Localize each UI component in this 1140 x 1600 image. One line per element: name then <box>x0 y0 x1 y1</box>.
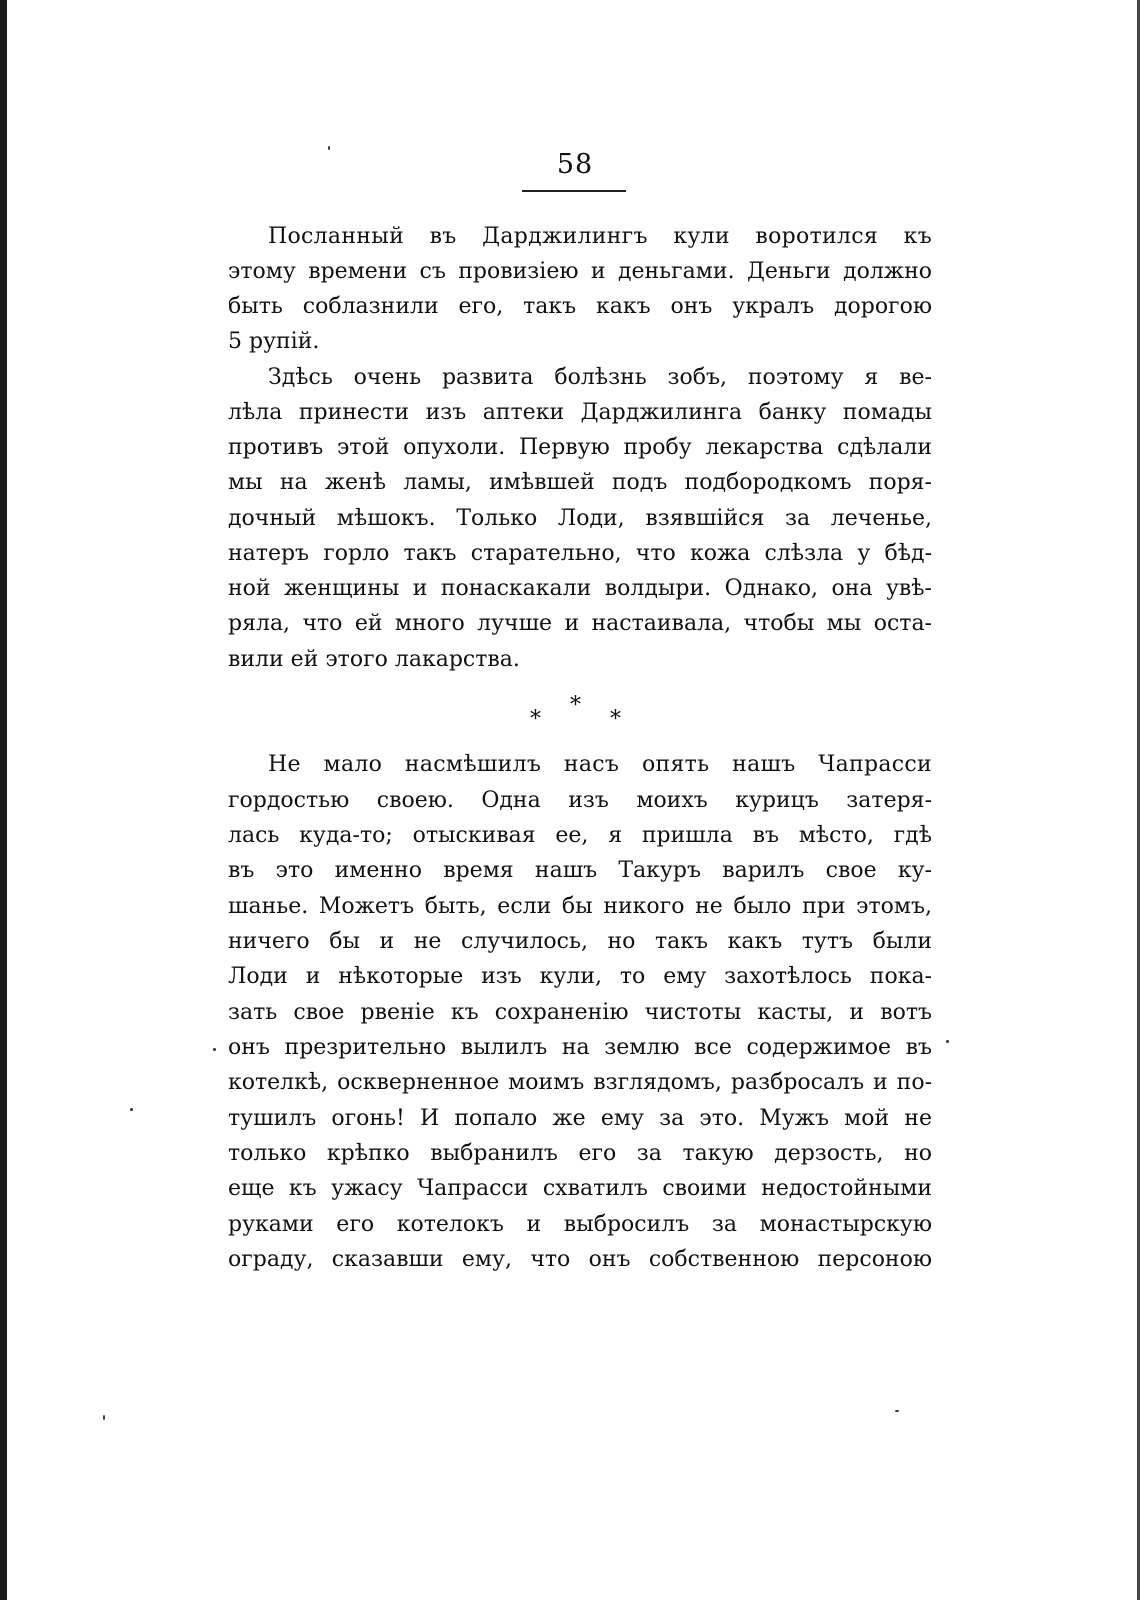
text-line: котелкѣ, оскверненное моимъ взглядомъ, разбросалъ и по- <box>228 1070 932 1095</box>
section-break <box>500 694 650 734</box>
page-number: 58 <box>556 149 594 180</box>
text-line: гордостью своею. Одна изъ моихъ курицъ затеря- <box>228 788 932 813</box>
text-line: онъ презрительно вылилъ на землю все содержимое въ <box>228 1035 932 1060</box>
text-line: Не мало насмѣшилъ насъ опять нашъ Чапрасси <box>268 752 932 777</box>
scan-speck <box>895 1410 899 1412</box>
scan-speck <box>130 1108 133 1111</box>
text-line: Здѣсь очень развита болѣзнь зобъ, поэтому я ве- <box>268 365 932 390</box>
text-line: натеръ горло такъ старательно, что кожа слѣзла у бѣд- <box>228 541 932 566</box>
text-line: вили ей этого лакарства. <box>228 647 520 672</box>
text-line: тушилъ огонь! И попало же ему за это. Мужъ мой не <box>228 1106 932 1131</box>
section-break-star: * <box>610 707 621 732</box>
text-line: ничего бы и не случилось, но такъ какъ тутъ были <box>228 929 932 954</box>
section-break-star: * <box>570 693 581 718</box>
text-line: зать свое рвеніе къ сохраненію чистоты касты, и вотъ <box>228 1000 932 1025</box>
section-break-star: * <box>530 707 541 732</box>
text-line: 5 рупій. <box>228 329 320 354</box>
text-line: противъ этой опухоли. Первую пробу лекарства сдѣлали <box>228 435 932 460</box>
scan-speck <box>213 1048 216 1051</box>
text-line: дочный мѣшокъ. Только Лоди, взявшійся за леченье, <box>228 506 932 531</box>
text-line: шанье. Можетъ быть, если бы никого не было при этомъ, <box>228 894 932 919</box>
text-line: лѣла принести изъ аптеки Дарджилинга банку помады <box>228 400 932 425</box>
scan-speck <box>946 1040 949 1043</box>
text-line: ряла, что ей много лучше и настаивала, чтобы мы оста- <box>228 611 932 636</box>
text-line: Лоди и нѣкоторые изъ кули, то ему захотѣлось пока- <box>228 964 932 989</box>
text-line: еще къ ужасу Чапрасси схватилъ своими недостойными <box>228 1176 932 1201</box>
text-line: этому времени съ провизіею и деньгами. Деньги должно <box>228 259 932 284</box>
text-line: только крѣпко выбранилъ его за такую дерзость, но <box>228 1141 932 1166</box>
text-line: Посланный въ Дарджилингъ кули воротился къ <box>268 224 932 249</box>
scan-speck <box>103 1415 105 1420</box>
text-line: быть соблазнили его, такъ какъ онъ укралъ дорогою <box>228 294 932 319</box>
scan-speck <box>328 146 330 150</box>
text-line: въ это именно время нашъ Такуръ варилъ свое ку- <box>228 858 932 883</box>
text-line: мы на женѣ ламы, имѣвшей подъ подбородкомъ поря- <box>228 470 932 495</box>
scan-edge-left <box>0 0 7 1600</box>
text-line: ограду, сказавши ему, что онъ собственною персоною <box>228 1247 932 1272</box>
text-line: руками его котелокъ и выбросилъ за монастырскую <box>228 1212 932 1237</box>
text-line: лась куда-то; отыскивая ее, я пришла въ мѣсто, гдѣ <box>228 823 932 848</box>
text-line: ной женщины и понаскакали волдыри. Однако, она увѣ- <box>228 576 932 601</box>
page-number-rule <box>522 190 626 192</box>
